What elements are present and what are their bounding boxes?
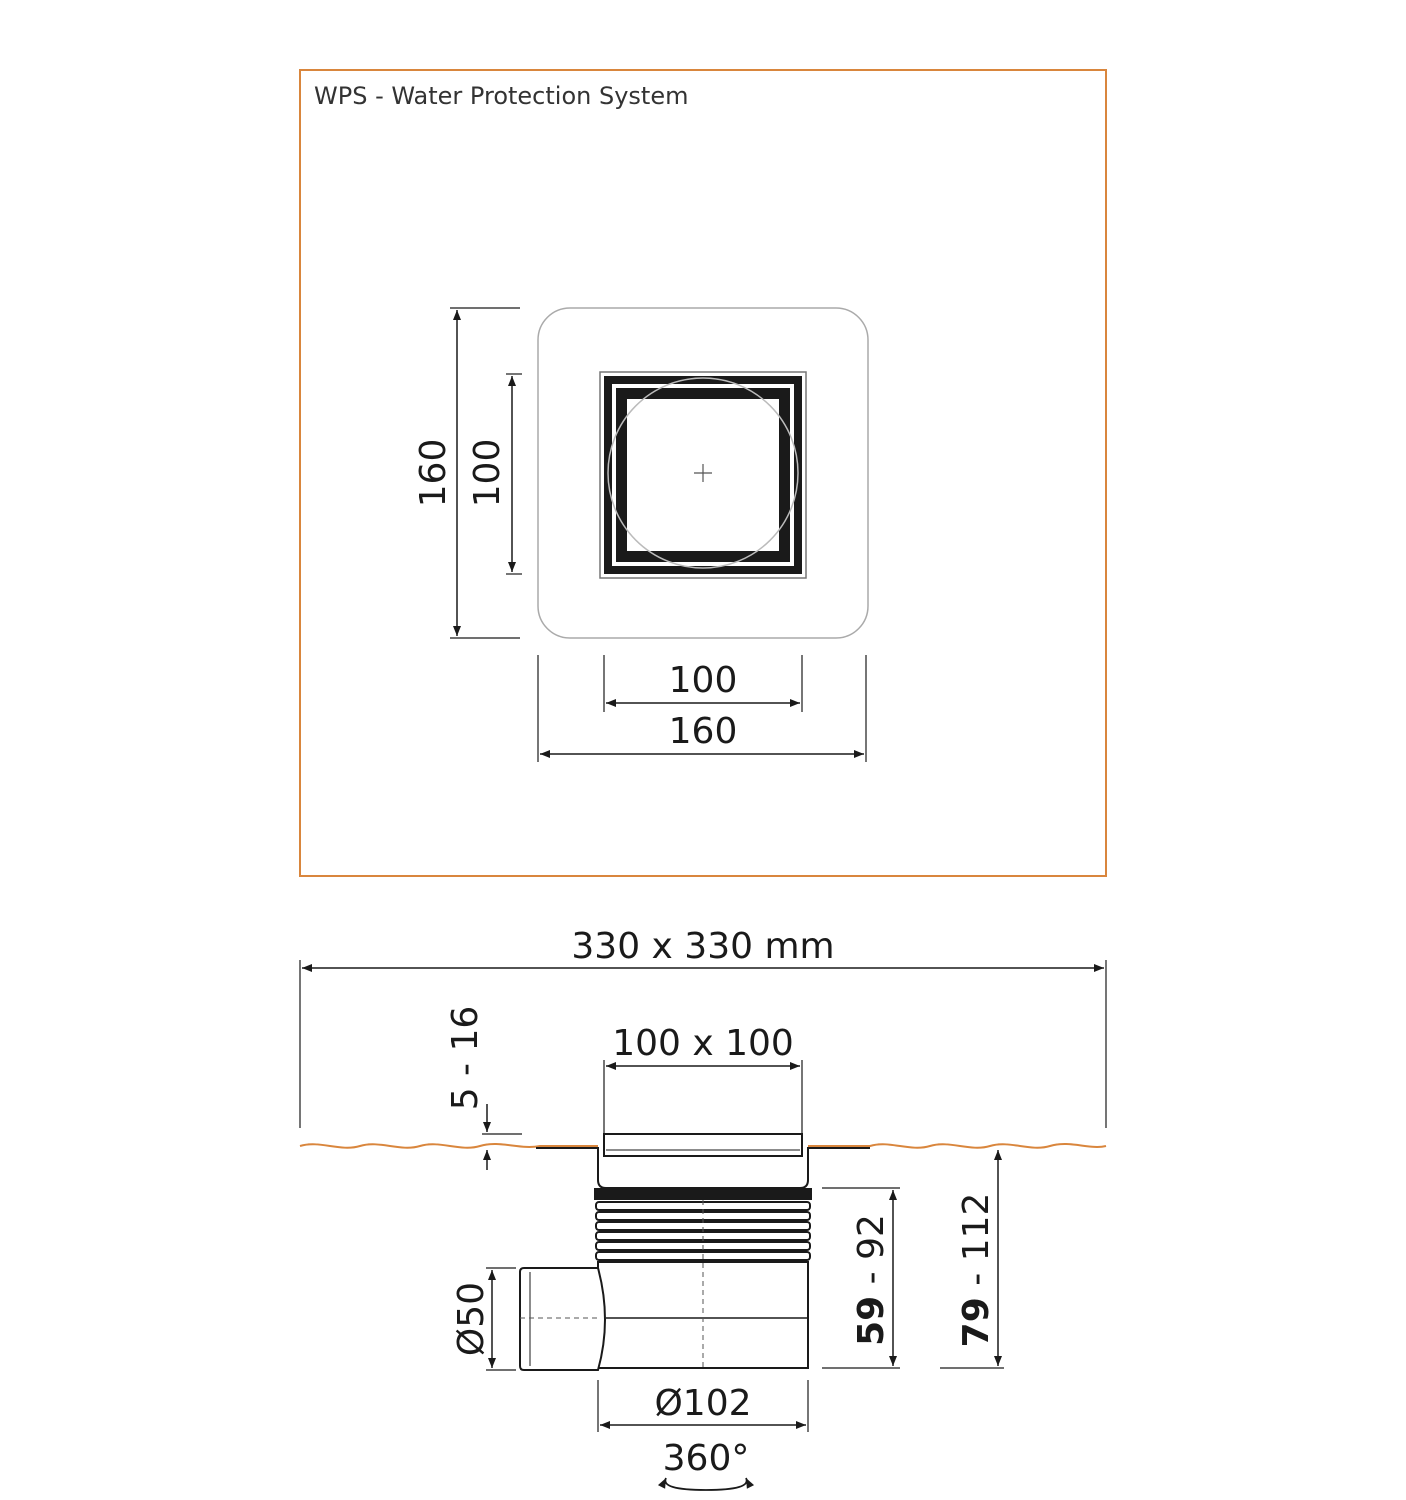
- dim-height-a-label: 59 - 92: [851, 1214, 892, 1346]
- seal-ring: [594, 1188, 812, 1200]
- dim-body-diameter-label: Ø102: [654, 1383, 752, 1424]
- rotation-arrow-icon: [665, 1478, 746, 1490]
- dim-height-b-label: 79 - 112: [956, 1192, 997, 1348]
- dim-grate-height-label: 100: [467, 438, 508, 508]
- product-title: WPS - Water Protection System: [314, 82, 689, 110]
- dim-flange-width-label: 160: [668, 711, 738, 752]
- side-view: [300, 926, 1106, 1490]
- dim-grate-width-label: 100: [668, 660, 738, 701]
- side-outlet: [520, 1268, 605, 1370]
- dim-outlet-label: Ø50: [451, 1281, 492, 1357]
- dim-membrane-label: 330 x 330 mm: [571, 926, 835, 967]
- grate-insert: [604, 1134, 802, 1156]
- dim-grate-label: 100 x 100: [612, 1023, 794, 1064]
- drain-body: [598, 1262, 808, 1368]
- dim-adjust-label: 5 - 16: [445, 1005, 486, 1111]
- rotation-label: 360°: [662, 1438, 750, 1479]
- top-view: [300, 70, 1106, 876]
- dim-flange-height-label: 160: [413, 438, 454, 508]
